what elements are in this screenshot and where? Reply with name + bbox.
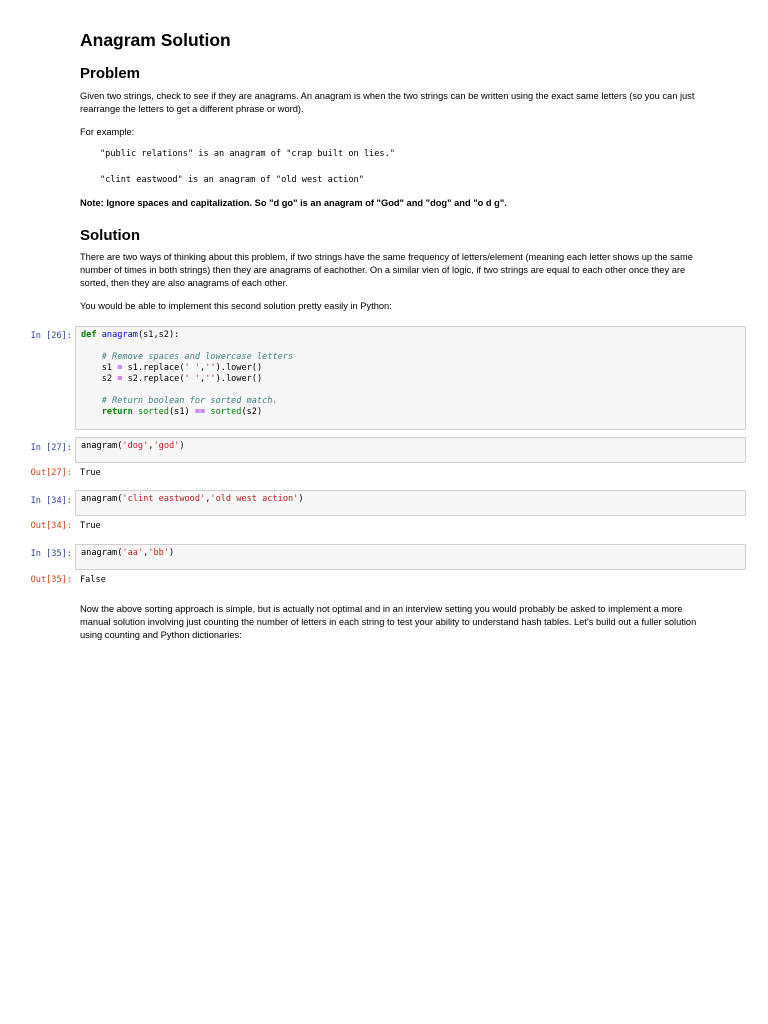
code-text: ) — [179, 441, 185, 451]
problem-text-line1: Given two strings, check to see if they are anagrams. An anagram is when the two strings can be written using the exact same letters (so you can just — [80, 91, 695, 101]
code-text: anagram( — [81, 441, 123, 451]
closing-text-line2: manual solution involving just counting the number of letters in each string to test your ability to understand hash tables. Let's build out a fuller solution — [80, 617, 697, 627]
code-text: , — [200, 374, 206, 384]
code-text: anagram( — [81, 548, 123, 558]
code-string: 'dog' — [122, 441, 149, 451]
page-title: Anagram Solution — [80, 30, 231, 50]
code-text: (s1,s2): — [137, 330, 180, 340]
code-cell-34[interactable] — [75, 490, 746, 516]
code-string: ' ' — [184, 363, 201, 373]
input-prompt-26: In [26]: — [30, 331, 72, 341]
solution-paragraph — [80, 251, 730, 290]
problem-section — [80, 64, 730, 84]
code-text: , — [143, 548, 149, 558]
code-string: 'bb' — [148, 548, 169, 558]
problem-paragraph — [80, 90, 730, 116]
keyword-def: def — [81, 330, 97, 340]
code-text: , — [205, 494, 211, 504]
code-operator: = — [117, 374, 123, 384]
solution-text-2: You would be able to implement this second solution pretty easily in Python: — [80, 301, 392, 311]
code-operator: == — [194, 407, 206, 417]
code-string: 'god' — [153, 441, 180, 451]
output-34: True — [80, 521, 101, 531]
code-text: ).lower() — [215, 363, 263, 373]
output-35: False — [80, 575, 106, 585]
example-1-code: "public relations" is an anagram of "crap built on lies." — [100, 149, 395, 159]
code-comment: # Remove spaces and lowercase letters — [101, 352, 294, 362]
note-block — [80, 197, 730, 210]
code-cell-35[interactable] — [75, 544, 746, 570]
keyword-return: return — [101, 407, 133, 417]
problem-heading: Problem — [80, 65, 141, 82]
code-cell-27-source[interactable] — [81, 441, 740, 452]
input-prompt-35: In [35]: — [30, 549, 72, 559]
output-prompt-34: Out[34]: — [30, 521, 72, 531]
solution-text-line3: sorted, then they are also anagrams of each other. — [80, 278, 288, 288]
function-name: anagram — [101, 330, 138, 340]
closing-text-line1: Now the above sorting approach is simple, but is actually not optimal and in an interview setting you would probably be asked to implement a more — [80, 604, 683, 614]
solution-section — [80, 226, 730, 246]
input-prompt-27: In [27]: — [30, 443, 72, 453]
output-prompt-27: Out[27]: — [30, 468, 72, 478]
code-string: '' — [205, 363, 216, 373]
output-27: True — [80, 468, 101, 478]
code-cell-35-source[interactable] — [81, 548, 740, 559]
example-2-code: "clint eastwood" is an anagram of "old west action" — [100, 175, 364, 185]
code-text: anagram( — [81, 494, 123, 504]
note-text: Note: Ignore spaces and capitalization. So "d go" is an anagram of "God" and "dog" and "o d g". — [80, 198, 507, 208]
code-text: ) — [298, 494, 304, 504]
solution-paragraph-2 — [80, 300, 730, 313]
code-text: ).lower() — [215, 374, 263, 384]
code-text: s2 — [101, 374, 118, 384]
example-2-block — [100, 174, 750, 186]
code-text: , — [148, 441, 154, 451]
code-text: (s2) — [241, 407, 263, 417]
code-text: s2.replace( — [122, 374, 185, 384]
code-text: , — [200, 363, 206, 373]
code-string: 'clint eastwood' — [122, 494, 206, 504]
solution-heading: Solution — [80, 227, 140, 244]
code-comment: # Return boolean for sorted match. — [101, 396, 278, 406]
closing-paragraph — [80, 603, 730, 642]
code-string: 'aa' — [122, 548, 144, 558]
code-string: '' — [205, 374, 216, 384]
builtin-sorted: sorted — [210, 407, 242, 417]
code-cell-27[interactable] — [75, 437, 746, 463]
code-string: 'old west action' — [210, 494, 299, 504]
code-cell-26-source[interactable] — [81, 330, 740, 418]
title-block — [80, 29, 730, 51]
solution-text-line1: There are two ways of thinking about this problem, if two strings have the same frequency of letters/element (meaning each letter shows up the same — [80, 252, 693, 262]
for-example-text: For example: — [80, 127, 135, 137]
code-cell-26[interactable] — [75, 326, 746, 430]
solution-text-line2: number of times in both strings) then they are anagrams of eachother. On a similar vien of logic, if two strings are equal to each other once they are — [80, 265, 686, 275]
builtin-sorted: sorted — [137, 407, 169, 417]
example-1-block — [100, 148, 750, 160]
code-string: ' ' — [184, 374, 201, 384]
closing-text-line3: using counting and Python dictionaries: — [80, 630, 242, 640]
code-text: ) — [169, 548, 175, 558]
input-prompt-34: In [34]: — [30, 496, 72, 506]
code-text: s1 — [101, 363, 118, 373]
code-text: s1.replace( — [122, 363, 185, 373]
for-example-block — [80, 126, 730, 139]
problem-text-line2: rearrange the letters to get a different phrase or word). — [80, 104, 304, 114]
code-cell-34-source[interactable] — [81, 494, 740, 505]
code-operator: = — [117, 363, 123, 373]
code-text: (s1) — [168, 407, 195, 417]
output-prompt-35: Out[35]: — [30, 575, 72, 585]
